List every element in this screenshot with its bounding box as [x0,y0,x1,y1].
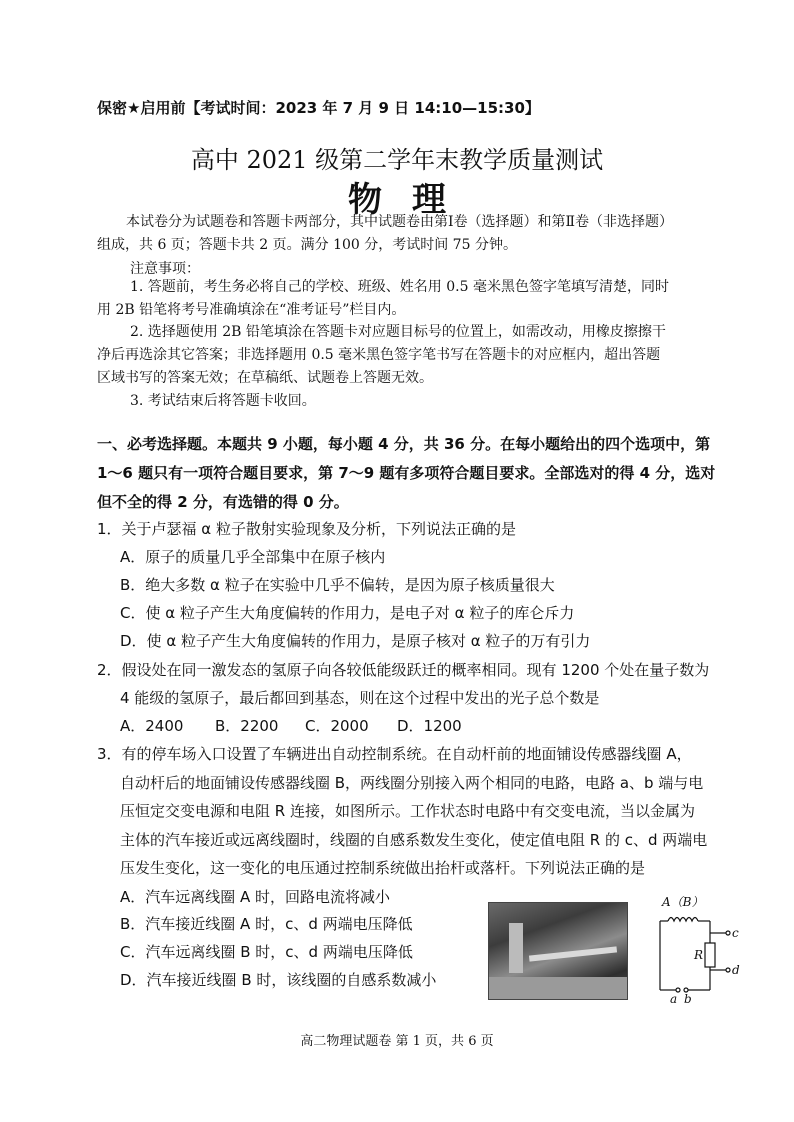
q3-stem-4: 主体的汽车接近或远离线圈时，线圈的自感系数发生变化，使定值电阻 R 的 c、d 两端电 [120,831,708,849]
terminal-d-label: d [732,963,740,977]
q2-stem-2: 4 能级的氢原子，最后都回到基态，则在这个过程中发出的光子总个数是 [120,689,600,707]
q2-option-c: C．2000 [305,717,369,735]
q1-option-d: D．使 α 粒子产生大角度偏转的作用力，是原子核对 α 粒子的万有引力 [120,632,591,650]
subject-title: 物理 [348,180,476,220]
parking-gate-photo [488,902,628,1000]
q1-option-a: A．原子的质量几乎全部集中在原子核内 [120,548,386,566]
photo-road [489,977,627,999]
q2-option-b: B．2200 [215,717,279,735]
intro-line-2: 组成，共 6 页；答题卡共 2 页。满分 100 分，考试时间 75 分钟。 [97,237,517,253]
resistor-label: R [694,948,704,962]
resistor [705,943,715,967]
terminal-a-label: a [670,992,678,1005]
note-1b: 用 2B 铅笔将考号准确填涂在“准考证号”栏目内。 [97,302,406,318]
note-3: 3. 考试结束后将答题卡收回。 [130,393,316,409]
section-1-line-2: 1～6 题只有一项符合题目要求，第 7～9 题有多项符合题目要求。全部选对的得 4 分，选对 [97,464,716,482]
notes-title: 注意事项： [130,261,200,277]
q3-stem-5: 压发生变化，这一变化的电压通过控制系统做出抬杆或落杆。下列说法正确的是 [120,859,646,877]
q3-option-d: D．汽车接近线圈 B 时，该线圈的自感系数减小 [120,971,437,989]
terminal-d [726,968,730,972]
note-2c: 区域书写的答案无效；在草稿纸、试题卷上答题无效。 [97,370,433,386]
section-1-line-1: 一、必考选择题。本题共 9 小题，每小题 4 分，共 36 分。在每小题给出的四个选项中，第 [97,435,711,453]
terminal-b-label: b [684,992,692,1005]
coil-circuit-diagram [650,893,750,1005]
q2-stem-1: 2．假设处在同一激发态的氢原子向各较低能级跃迁的概率相同。现有 1200 个处在量子数为 [97,661,710,679]
q3-stem-1: 3．有的停车场入口设置了车辆进出自动控制系统。在自动杆前的地面铺设传感器线圈 A， [97,745,692,763]
q2-option-a: A．2400 [120,717,184,735]
q1-stem: 1．关于卢瑟福 α 粒子散射实验现象及分析，下列说法正确的是 [97,520,516,538]
coil-inductor [668,918,698,922]
exam-header: 保密★启用前【考试时间：2023 年 7 月 9 日 14:10—15:30】 [97,99,540,117]
q3-option-a: A．汽车远离线圈 A 时，回路电流将减小 [120,888,391,906]
photo-gate-bar [529,946,617,961]
photo-gate-post [509,923,523,973]
page-footer: 高二物理试题卷 第 1 页，共 6 页 [300,1034,494,1049]
q1-option-b: B．绝大多数 α 粒子在实验中几乎不偏转，是因为原子核质量很大 [120,576,555,594]
q3-option-b: B．汽车接近线圈 A 时，c、d 两端电压降低 [120,915,413,933]
q2-option-d: D．1200 [397,717,462,735]
note-1a: 1. 答题前，考生务必将自己的学校、班级、姓名用 0.5 毫米黑色签字笔填写清楚，同时 [130,279,669,295]
exam-title: 高中 2021 级第二学年末教学质量测试 [190,146,604,174]
coil-label: A（B） [662,895,704,909]
terminal-c [726,931,730,935]
terminal-c-label: c [732,926,739,940]
section-1-line-3: 但不全的得 2 分，有选错的得 0 分。 [97,493,349,511]
q3-stem-3: 压恒定交变电源和电阻 R 连接，如图所示。工作状态时电路中有交变电流，当以金属为 [120,802,695,820]
q3-option-c: C．汽车远离线圈 B 时，c、d 两端电压降低 [120,943,413,961]
note-2b: 净后再选涂其它答案；非选择题用 0.5 毫米黑色签字笔书写在答题卡的对应框内，超出答题 [97,347,661,363]
note-2a: 2. 选择题使用 2B 铅笔填涂在答题卡对应题目标号的位置上，如需改动，用橡皮擦擦干 [130,324,666,340]
intro-line-1: 本试卷分为试题卷和答题卡两部分，其中试题卷由第Ⅰ卷（选择题）和第Ⅱ卷（非选择题） [126,214,674,230]
q3-stem-2: 自动杆后的地面铺设传感器线圈 B，两线圈分别接入两个相同的电路，电路 a、b 端与电 [120,774,704,792]
q1-option-c: C．使 α 粒子产生大角度偏转的作用力，是电子对 α 粒子的库仑斥力 [120,604,575,622]
